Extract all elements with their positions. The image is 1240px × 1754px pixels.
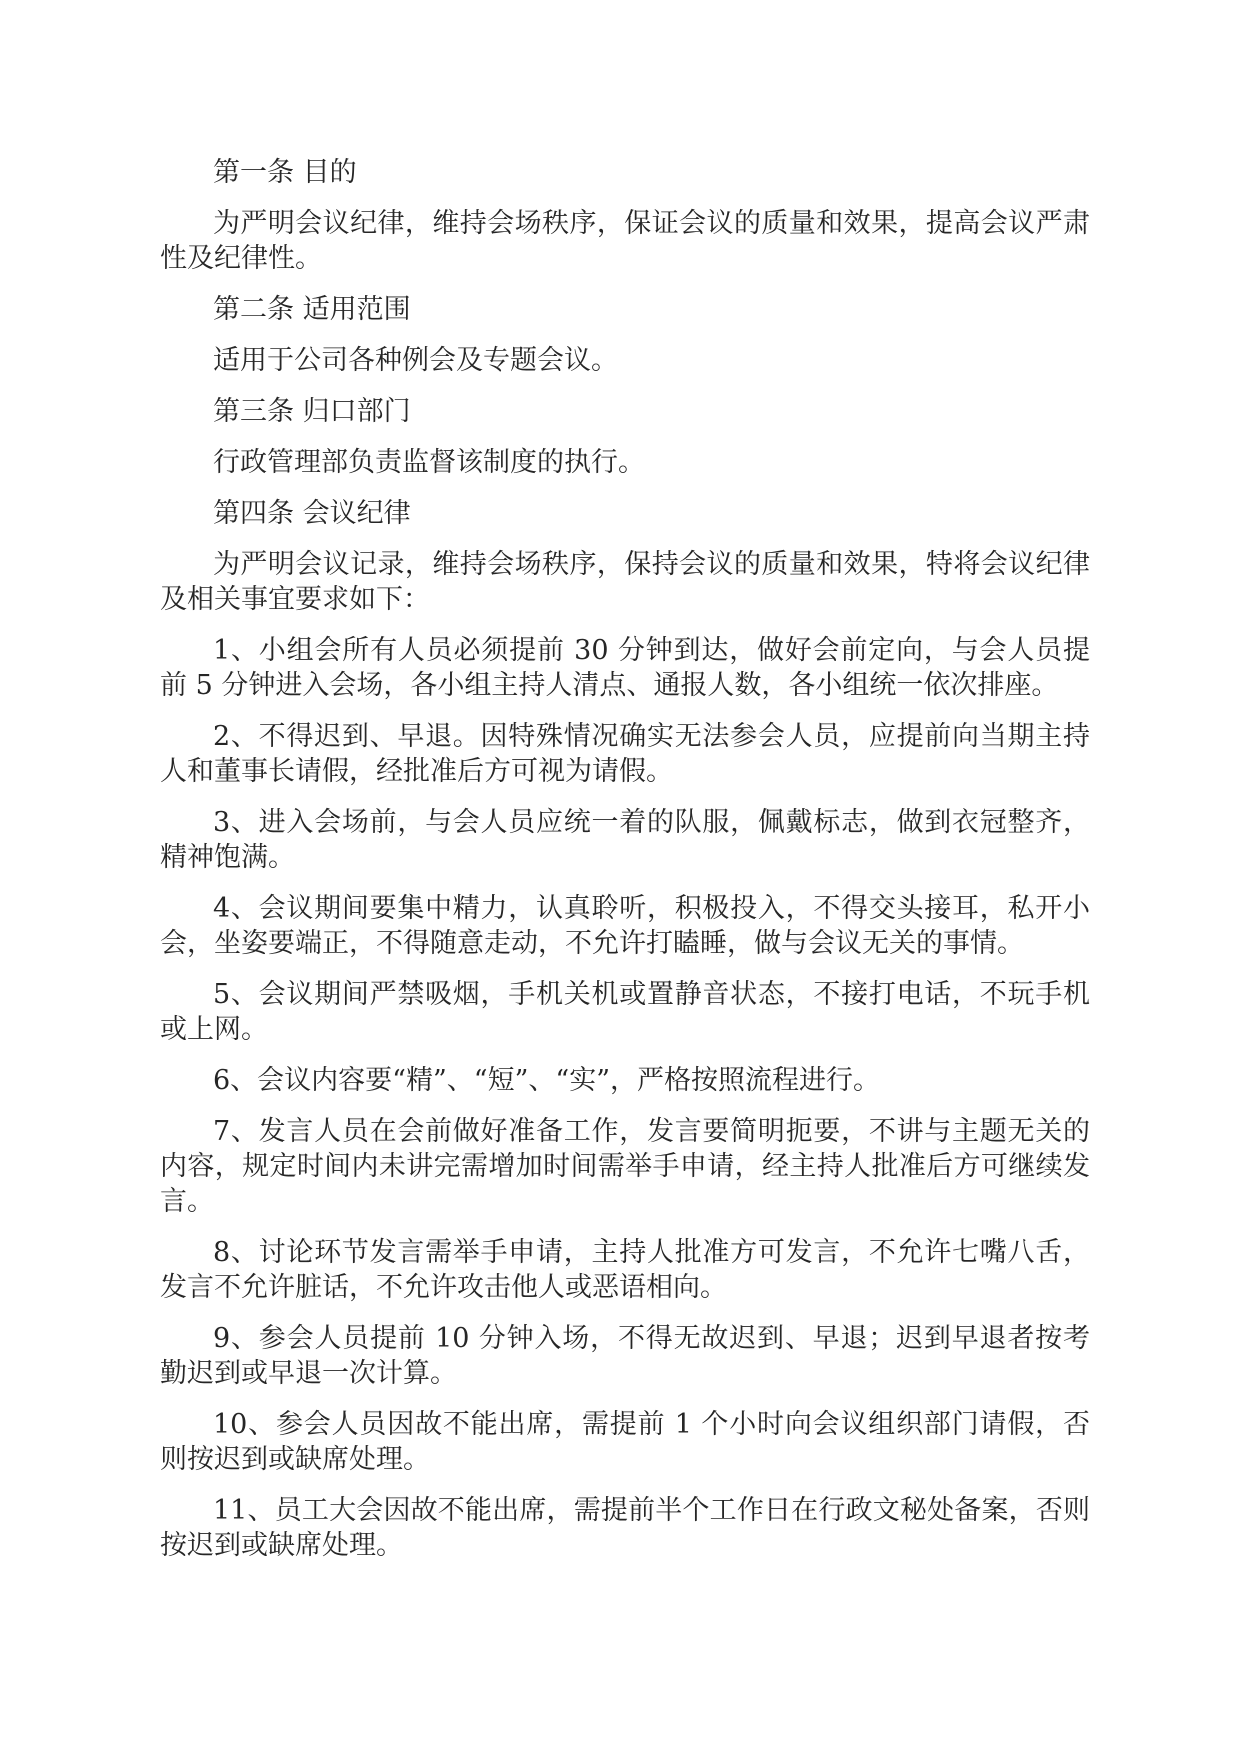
section-body-4: 为严明会议记录，维持会场秩序，保持会议的质量和效果，特将会议纪律及相关事宜要求如下： bbox=[160, 549, 1090, 615]
rule-item-6: 6、会议内容要“精”、“短”、“实”，严格按照流程进行。 bbox=[213, 1065, 880, 1096]
section-heading-4: 第四条 会议纪律 bbox=[213, 498, 411, 529]
document-body bbox=[160, 155, 1090, 1579]
rule-item-10: 10、参会人员因故不能出席，需提前 1 个小时向会议组织部门请假，否则按迟到或缺席处理。 bbox=[160, 1409, 1090, 1475]
rule-item-5: 5、会议期间严禁吸烟，手机关机或置静音状态，不接打电话，不玩手机或上网。 bbox=[160, 979, 1090, 1045]
section-heading-2: 第二条 适用范围 bbox=[213, 294, 411, 325]
section-heading-1: 第一条 目的 bbox=[213, 157, 357, 188]
section-body-1: 为严明会议纪律，维持会场秩序，保证会议的质量和效果，提高会议严肃性及纪律性。 bbox=[160, 208, 1090, 274]
section-heading-3: 第三条 归口部门 bbox=[213, 396, 411, 427]
rule-item-3: 3、进入会场前，与会人员应统一着的队服，佩戴标志，做到衣冠整齐，精神饱满。 bbox=[160, 807, 1090, 873]
rule-item-2: 2、不得迟到、早退。因特殊情况确实无法参会人员，应提前向当期主持人和董事长请假，经批准后方可视为请假。 bbox=[160, 721, 1090, 787]
section-body-3: 行政管理部负责监督该制度的执行。 bbox=[213, 447, 645, 478]
rule-item-4: 4、会议期间要集中精力，认真聆听，积极投入，不得交头接耳，私开小会，坐姿要端正，不得随意走动，不允许打瞌睡，做与会议无关的事情。 bbox=[160, 893, 1090, 959]
rule-item-9: 9、参会人员提前 10 分钟入场，不得无故迟到、早退；迟到早退者按考勤迟到或早退一次计算。 bbox=[160, 1323, 1090, 1389]
rule-item-1: 1、小组会所有人员必须提前 30 分钟到达，做好会前定向，与会人员提前 5 分钟进入会场，各小组主持人清点、通报人数，各小组统一依次排座。 bbox=[160, 635, 1090, 701]
section-body-2: 适用于公司各种例会及专题会议。 bbox=[213, 345, 618, 376]
rule-item-8: 8、讨论环节发言需举手申请，主持人批准方可发言，不允许七嘴八舌，发言不允许脏话，不允许攻击他人或恶语相向。 bbox=[160, 1237, 1090, 1303]
rule-item-7: 7、发言人员在会前做好准备工作，发言要简明扼要，不讲与主题无关的内容，规定时间内未讲完需增加时间需举手申请，经主持人批准后方可继续发言。 bbox=[160, 1116, 1090, 1217]
rule-item-11: 11、员工大会因故不能出席，需提前半个工作日在行政文秘处备案，否则按迟到或缺席处理。 bbox=[160, 1495, 1090, 1561]
